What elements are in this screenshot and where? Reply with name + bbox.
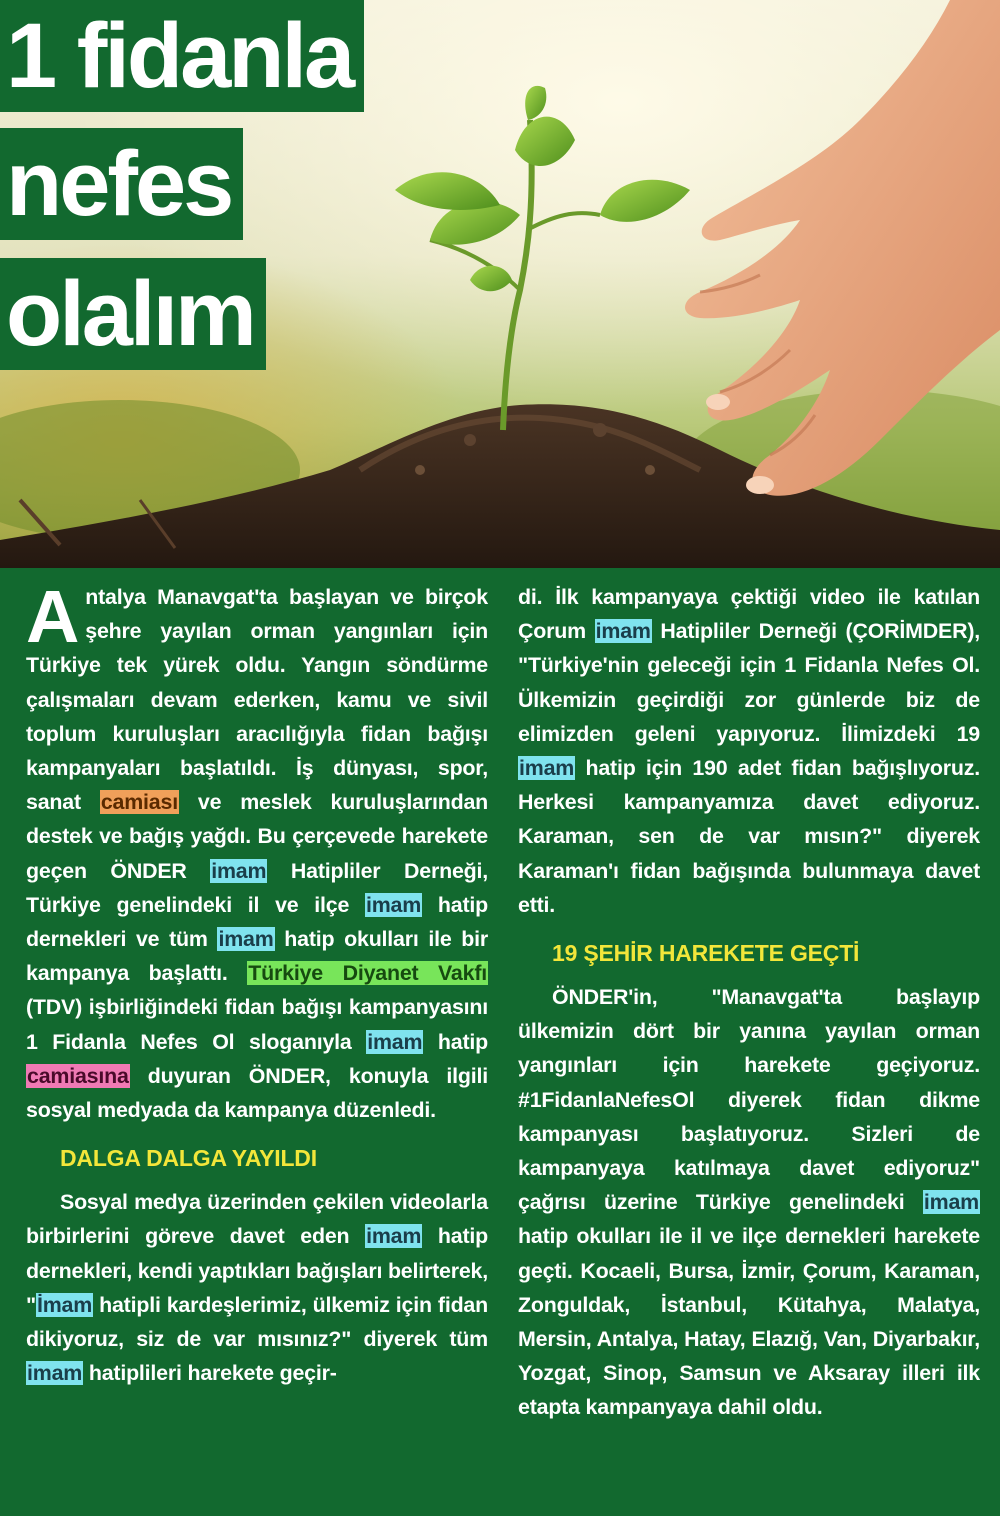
article-column-left [26,575,489,1390]
highlight-word: imam [211,858,267,883]
highlight-word: imam [923,1190,979,1215]
highlight-word: İmam [36,1292,93,1317]
paragraph-cities: ÖNDER'in, "Manavgat'ta başlayıp ülkemizin dört bir yanına yayılan orman yangınları için harekete geçiyoruz. #1FidanlaNefesOl diyerek fidan dikme kampanyası başlatıyoruz. Sizleri de kampanyaya katılmaya davet ediyoruz" çağrısı üzerine Türkiye genelindeki imam hatip okulları ile il ve ilçe dernekleri harekete geçti. Kocaeli, Bursa, İzmir, Çorum, Karaman, Zonguldak, İstanbul, Kütahya, Malatya, Mersin, Antalya, Hatay, Elazığ, Van, Diyarbakır, Yozgat, Sinop, Samsun ve Aksaray illeri ilk etapta kampanyaya dahil oldu. [518,985,980,1420]
highlight-word: imam [366,1224,422,1249]
highlight-word: imam [519,756,575,781]
highlight-word: camiası [100,790,178,815]
headline-line-3: olalım [0,258,266,370]
highlight-word: imam [367,1029,423,1054]
headline-line-1: 1 fidanla [0,0,364,112]
drop-cap: A [26,575,80,658]
paragraph-corimder: di. İlk kampanyaya çektiği video ile katılan Çorum imam Hatipliler Derneği (ÇORİMDER), "Türkiye'nin geleceği için 1 Fidanla Nefes Ol. Ülkemizin geçirdiği zor günlerde biz de elimizden geleni yapıyoruz. İlimizdeki 19 imam hatip için 190 adet fidan bağışlıyoruz. Herkesi kampanyamıza davet ediyoruz. Karaman, sen de var mısın?" diyerek Karaman'ı fidan bağışında bulunmaya davet etti. [518,585,980,917]
highlight-word: imam [365,892,422,917]
highlight-word: imam [218,927,274,952]
intro-paragraph: Antalya Manavgat'ta başlayan ve birçok şehre yayılan orman yangınları için Türkiye tek yürek oldu. Yangın söndürme çalışmaları devam ederken, kamu ve sivil toplum kuruluşları aracılığıyla fidan bağışı kampanyaları başlatıldı. İş dünyası, spor, sanat camiası ve meslek kuruluşlarından destek ve bağış yağdı. Bu çerçevede harekete geçen ÖNDER imam Hatipliler Derneği, Türkiye genelindeki il ve ilçe imam hatip dernekleri ve tüm imam hatip okulları ile bir kampanya başlattı. Türkiye Diyanet Vakfı (TDV) işbirliğindeki fidan bağışı kampanyasını 1 Fidanla Nefes Ol sloganıyla imam hatip camiasına duyuran ÖNDER, konuyla ilgili sosyal medyada da kampanya düzenledi. [26,575,489,1123]
highlight-word: imam [595,619,651,644]
headline-line-2: nefes [0,128,243,240]
highlight-word: camiasına [27,1063,129,1088]
article-column-right [518,580,980,1425]
article-body [0,568,1000,1516]
paragraph-social-media: Sosyal medya üzerinden çekilen videolarla birbirlerini göreve davet eden imam hatip dernekleri, kendi yaptıkları bağışları belirterek, "İmam hatipli kardeşlerimiz, ülkemiz için fidan dikiyoruz, siz de var mısınız?" diyerek tüm imam hatiplileri harekete geçir- [26,1190,488,1386]
highlight-word: imam [27,1361,83,1386]
subheading-19-sehir: 19 ŞEHİR HAREKETE GEÇTİ [552,940,860,967]
subheading-dalga: DALGA DALGA YAYILDI [60,1145,317,1172]
highlight-word: Türkiye Diyanet Vakfı [248,961,487,986]
